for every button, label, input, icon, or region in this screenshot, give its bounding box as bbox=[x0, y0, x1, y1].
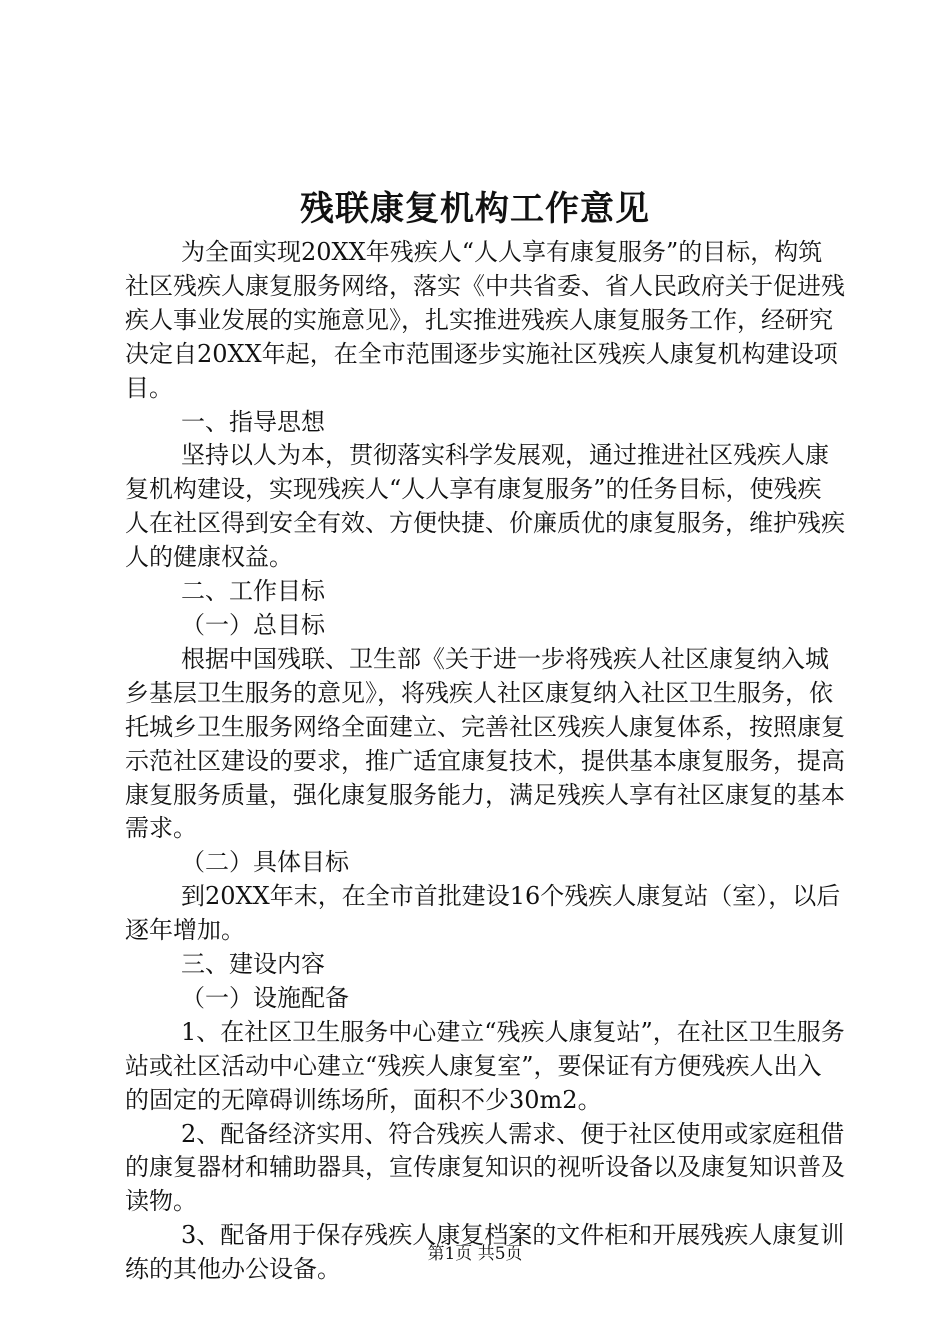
section-heading-construction-content: 三、建设内容 bbox=[181, 950, 325, 979]
overall-goal-paragraph: 根据中国残联、卫生部《关于进一步将残疾人社区康复纳入城乡基层卫生服务的意见》，将残疾人社区康复纳入社区卫生服务，依托城乡卫生服务网络全面建立、完善社区残疾人康复体系，按照康复示范社区建设的要求，推广适宜康复技术，提供基本康复服务，提高康复服务质量，强化康复服务能力，满足残疾人享有社区康复的基本需求。 bbox=[125, 644, 845, 843]
guiding-thought-paragraph: 坚持以人为本，贯彻落实科学发展观，通过推进社区残疾人康复机构建设，实现残疾人“人人享有康复服务”的任务目标，使残疾人在社区得到安全有效、方便快捷、价廉质优的康复服务，维护残疾人的健康权益。 bbox=[125, 441, 845, 572]
specific-goal-paragraph: 到20XX年末，在全市首批建设16个残疾人康复站（室），以后逐年增加。 bbox=[125, 882, 841, 945]
subheading-facilities: （一）设施配备 bbox=[181, 983, 349, 1012]
document-title: 残联康复机构工作意见 bbox=[300, 189, 650, 229]
section-heading-work-goals: 二、工作目标 bbox=[181, 577, 325, 606]
subheading-overall-goal: （一）总目标 bbox=[181, 610, 325, 639]
facilities-item-1: 1、在社区卫生服务中心建立“残疾人康复站”，在社区卫生服务站或社区活动中心建立“残疾人康复室”，要保证有方便残疾人出入的固定的无障碍训练场所，面积不少30m2。 bbox=[125, 1017, 845, 1114]
facilities-item-3: 3、配备用于保存残疾人康复档案的文件柜和开展残疾人康复训练的其他办公设备。 bbox=[125, 1221, 845, 1284]
document-body bbox=[125, 236, 845, 1287]
facilities-item-2: 2、配备经济实用、符合残疾人需求、便于社区使用或家庭租借的康复器材和辅助器具，宣传康复知识的视听设备以及康复知识普及读物。 bbox=[125, 1119, 845, 1216]
page-footer: 第1页 共5页 bbox=[427, 1244, 523, 1264]
subheading-specific-goal: （二）具体目标 bbox=[181, 848, 349, 877]
section-heading-guiding-thought: 一、指导思想 bbox=[181, 407, 325, 436]
intro-paragraph: 为全面实现20XX年残疾人“人人享有康复服务”的目标，构筑社区残疾人康复服务网络，落实《中共省委、省人民政府关于促进残疾人事业发展的实施意见》，扎实推进残疾人康复服务工作，经研究决定自20XX年起，在全市范围逐步实施社区残疾人康复机构建设项目。 bbox=[125, 238, 845, 402]
